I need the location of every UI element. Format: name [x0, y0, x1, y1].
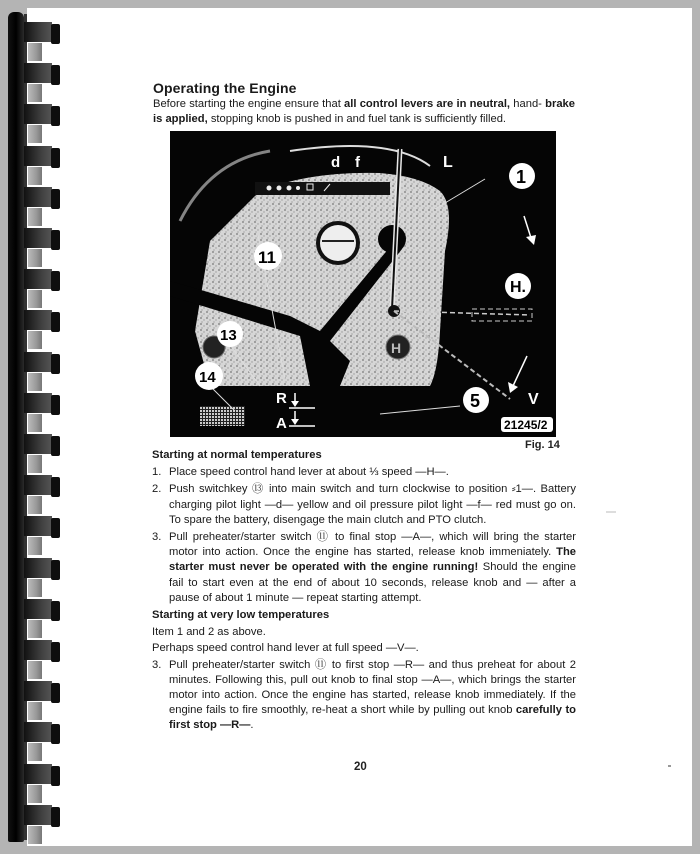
- binding-loop: [24, 434, 64, 456]
- intro-paragraph: [153, 97, 575, 127]
- label-v: V: [528, 391, 539, 408]
- page-number: 20: [354, 761, 367, 773]
- callout-1-text: 1: [516, 167, 527, 187]
- binding-loop: [24, 640, 64, 662]
- tachometer-dial: [320, 225, 356, 261]
- item-text-part: Should the engine fail to start even at the end of about 10 seconds, release knob and — after a pause of about 1 minute — repeat starting attempt.: [169, 561, 576, 604]
- intro-bold: all control levers are in neutral,: [344, 98, 511, 110]
- note-line: Perhaps speed control hand lever at full speed —V—.: [152, 642, 419, 655]
- binding-loop: [24, 475, 64, 497]
- binding-loop: [24, 228, 64, 250]
- binding-loop: [24, 681, 64, 703]
- binding-loop: [24, 599, 64, 621]
- intro-text: hand-: [510, 98, 542, 110]
- warning-light-strip: [255, 182, 390, 195]
- svg-text:H: H: [391, 340, 402, 356]
- list-item: [152, 530, 576, 606]
- instructions: [152, 448, 576, 736]
- intro-bold: brake is applied,: [153, 98, 575, 125]
- label-l: L: [443, 154, 453, 171]
- scan-speck: [606, 511, 616, 513]
- figure-caption: Fig. 14: [525, 439, 560, 451]
- binding-loop: [24, 22, 64, 44]
- item-text-part: Pull preheater/starter switch ⑪ to first stop —R— and thus preheat for about 2 minutes. Following this, pull out knob to final stop —A—, which brings the starter motor into action. Once the engine has started, release knob immediately. If the engine fails to fire smoothly, re-heat a short while by pulling out knob: [169, 658, 576, 717]
- list-item: [152, 658, 576, 734]
- hood-edge: [290, 146, 430, 166]
- intro-text: Before starting the engine ensure that: [153, 98, 345, 110]
- dashboard-photo: [170, 131, 556, 437]
- callout-5-text: 5: [470, 391, 481, 411]
- floor-grille: [200, 406, 245, 426]
- callout-13-text: 13: [220, 327, 237, 344]
- photo-id: 21245/2: [504, 418, 548, 432]
- section-title: Operating the Engine: [153, 80, 297, 96]
- label-d: d: [331, 154, 341, 171]
- binding-loop: [24, 63, 64, 85]
- item-text: Push switchkey ⑬ into main switch and turn clockwise to position ⸗1—. Battery charging pilot light —d— yellow and oil pressure pilot light —f— red must go on. To spare the battery, disengage the main clutch and PTO clutch.: [169, 483, 576, 526]
- label-r: R: [276, 390, 287, 407]
- binding-loop: [24, 558, 64, 580]
- scan-speck: [668, 765, 671, 767]
- binding-loop: [24, 764, 64, 786]
- item-number: 3.: [152, 658, 162, 671]
- item-number: 3.: [152, 531, 162, 544]
- subsection-title-normal: Starting at normal temperatures: [152, 449, 322, 461]
- binding-loop: [24, 722, 64, 744]
- note-line: Item 1 and 2 as above.: [152, 626, 266, 639]
- dashboard-illustration: [170, 131, 556, 437]
- intro-text: stopping knob is pushed in and fuel tank is sufficiently filled.: [207, 113, 507, 125]
- item-text: Place speed control hand lever at about ⅓ speed —H—.: [169, 466, 449, 479]
- callout-11-text: 11: [258, 248, 276, 267]
- binding-spine: [8, 12, 24, 842]
- item-text: [169, 530, 576, 606]
- warning-text: The starter must never be operated with the engine running!: [169, 546, 576, 574]
- item-text-part: Pull preheater/starter switch ⑪ to final stop —A—, which will bring the starter motor into action. Once the engine has started, release knob immeniately.: [169, 531, 576, 559]
- binding-loop: [24, 352, 64, 374]
- subsection-title-low: Starting at very low temperatures: [152, 609, 330, 622]
- item-number: 2.: [152, 483, 162, 496]
- leader-5: [380, 406, 460, 414]
- item-text: [169, 658, 576, 734]
- label-f: f: [355, 154, 360, 171]
- binding-loop: [24, 146, 64, 168]
- binding-loop: [24, 805, 64, 827]
- binding-loop: [24, 104, 64, 126]
- page-header: [153, 80, 575, 127]
- callout-h-text: H.: [510, 279, 526, 296]
- list-item: [152, 482, 576, 528]
- binding-loop: [24, 187, 64, 209]
- binding-loop: [24, 393, 64, 415]
- list-item: [152, 465, 576, 480]
- binding-loop: [24, 310, 64, 332]
- binding-loop: [24, 269, 64, 291]
- emphasis-text: carefully to first stop —R—: [169, 704, 576, 732]
- arrow-v: [513, 356, 527, 386]
- item-text-part: .: [250, 719, 254, 732]
- spiral-binding: [24, 14, 64, 840]
- callout-14-text: 14: [199, 369, 216, 386]
- label-a: A: [276, 415, 287, 432]
- binding-loop: [24, 516, 64, 538]
- item-number: 1.: [152, 466, 162, 479]
